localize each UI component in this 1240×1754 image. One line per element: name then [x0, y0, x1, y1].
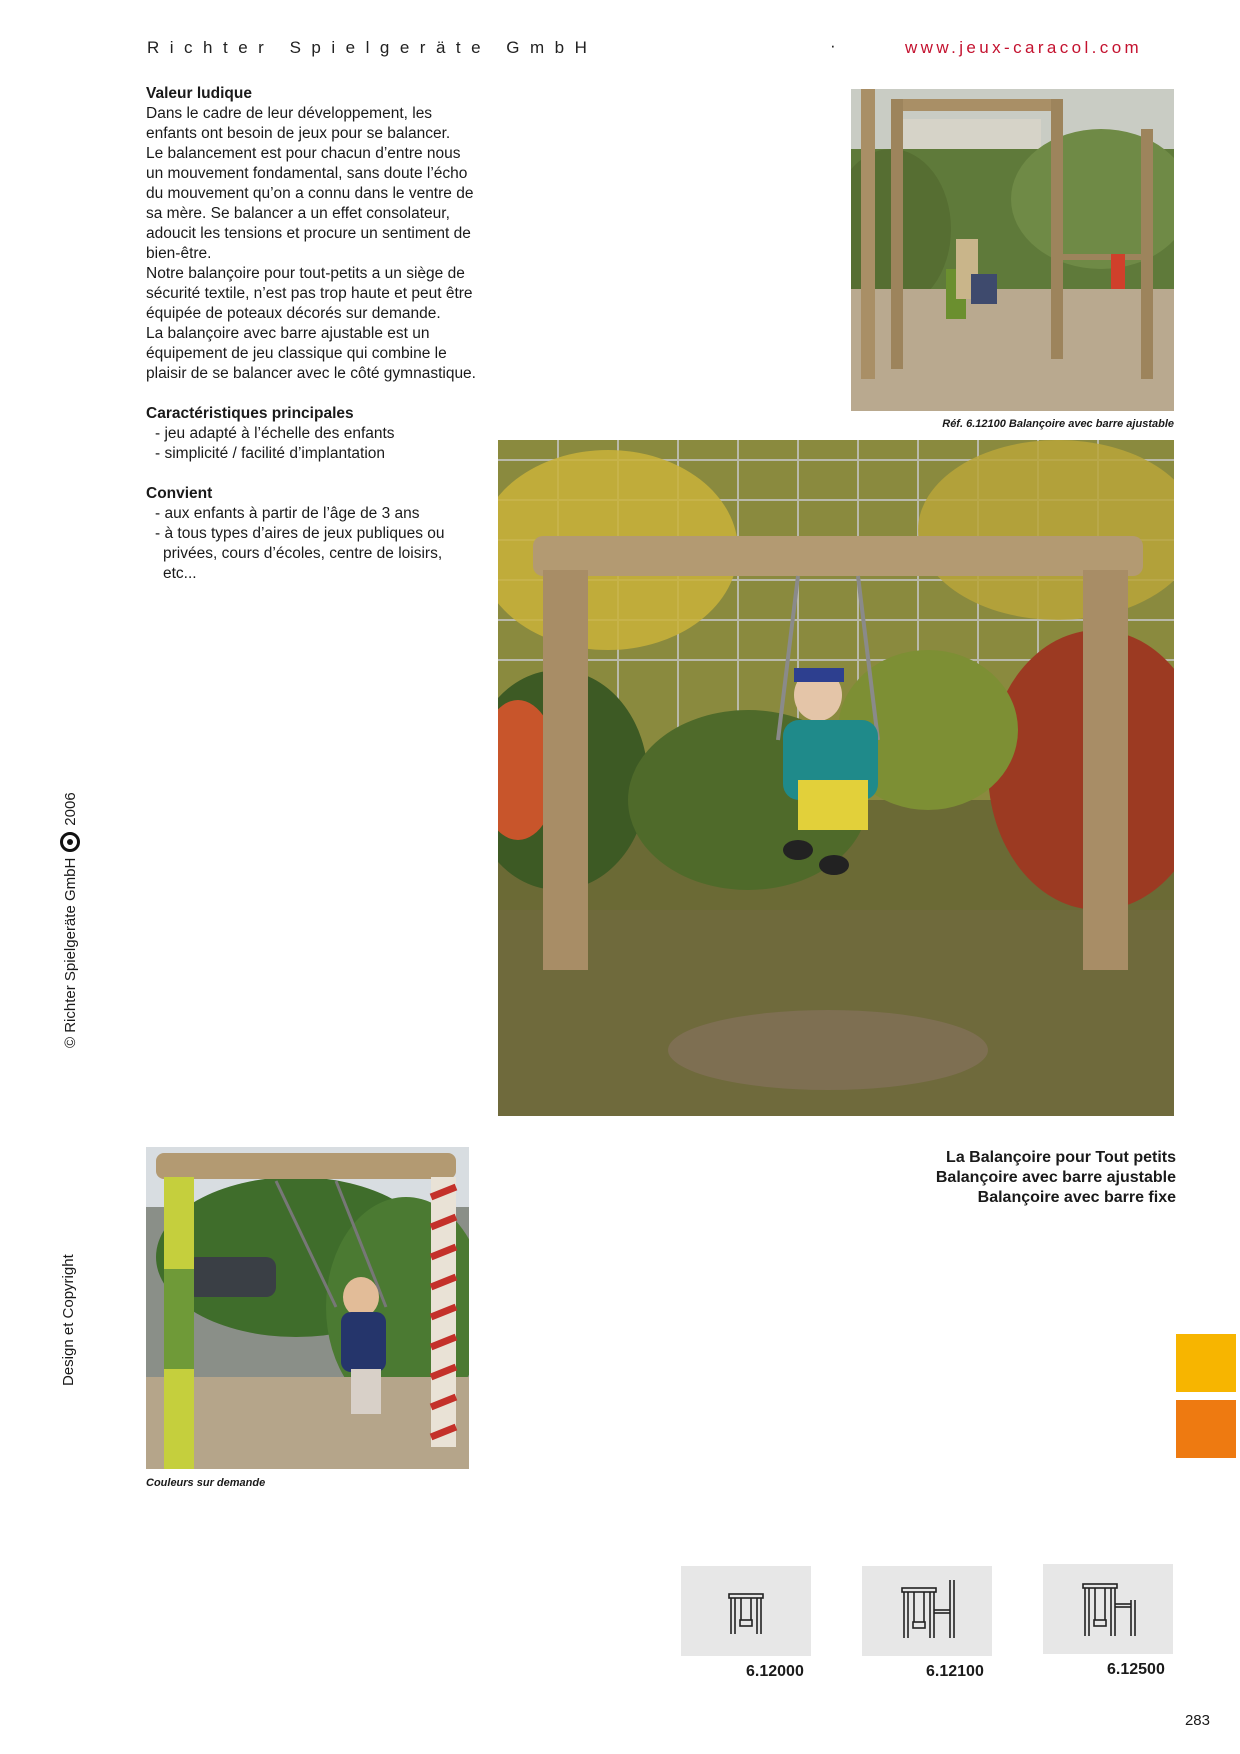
section-valeur — [146, 84, 476, 384]
section-title: Convient — [146, 485, 213, 502]
product-thumb-6-12500[interactable] — [1043, 1564, 1173, 1654]
photo-caption: Couleurs sur demande — [146, 1477, 266, 1489]
list-item: - à tous types d’aires de jeux publiques ou privées, cours d’écoles, centre de loisirs, etc... — [146, 524, 476, 584]
product-code: 6.12100 — [926, 1663, 984, 1680]
category-tab-orange[interactable] — [1176, 1400, 1236, 1458]
product-title: Balançoire avec barre fixe — [977, 1189, 1176, 1206]
product-title: Balançoire avec barre ajustable — [935, 1169, 1176, 1186]
product-title: La Balançoire pour Tout petits — [946, 1149, 1176, 1166]
section-title: Valeur ludique — [146, 85, 252, 102]
photo-caption: Réf. 6.12100 Balançoire avec barre ajustable — [942, 418, 1174, 430]
photo-decorated-posts-swing — [146, 1147, 469, 1469]
header-separator: · — [830, 36, 836, 55]
list-item: - aux enfants à partir de l’âge de 3 ans — [146, 504, 476, 524]
paragraph: Le balancement est pour chacun d’entre nous un mouvement fondamental, sans doute l’écho du mouvement qu’on a connu dans le ventre de sa mère. Se balancer a un effet consolateur, adoucit les tensions et procure un sentiment de bien-être. — [146, 145, 474, 262]
product-thumb-6-12000[interactable] — [681, 1566, 811, 1656]
header-url[interactable]: www.jeux-caracol.com — [905, 38, 1143, 57]
section-title: Caractéristiques principales — [146, 405, 354, 422]
paragraph: Dans le cadre de leur développement, les enfants ont besoin de jeux pour se balancer. — [146, 105, 451, 142]
photo-adjustable-bar-swing — [851, 89, 1174, 411]
section-convient — [146, 484, 476, 584]
copyright-text: © Richter Spielgeräte GmbH — [61, 857, 79, 1048]
section-caracteristiques — [146, 404, 476, 464]
swing-adjustable-bar-icon — [862, 1566, 992, 1656]
swing-fixed-bar-icon — [1043, 1564, 1173, 1654]
design-copyright-label: Design et Copyright — [60, 1254, 77, 1386]
paragraph: La balançoire avec barre ajustable est un équipement de jeu classique qui combine le plaisir de se balancer avec le côté gymnastique. — [146, 325, 476, 382]
copyright-year: 2006 — [61, 792, 79, 826]
product-thumb-6-12100[interactable] — [862, 1566, 992, 1656]
header-company: Richter Spielgeräte GmbH — [147, 38, 598, 57]
page-number: 283 — [1184, 1712, 1210, 1729]
product-titles — [936, 1148, 1176, 1208]
paragraph: Notre balançoire pour tout-petits a un siège de sécurité textile, n’est pas trop haute et peut être équipée de poteaux décorés sur demande. — [146, 265, 473, 322]
product-code: 6.12000 — [746, 1663, 804, 1680]
swing-icon — [681, 1566, 811, 1656]
photo-toddler-swing — [498, 440, 1174, 1116]
snail-logo-icon — [60, 832, 80, 852]
copyright-notice — [60, 792, 80, 1048]
category-tab-yellow[interactable] — [1176, 1334, 1236, 1392]
list-item: - simplicité / facilité d’implantation — [146, 444, 476, 464]
list-item: - jeu adapté à l’échelle des enfants — [146, 424, 476, 444]
description-column — [146, 84, 476, 604]
product-code: 6.12500 — [1107, 1661, 1165, 1678]
